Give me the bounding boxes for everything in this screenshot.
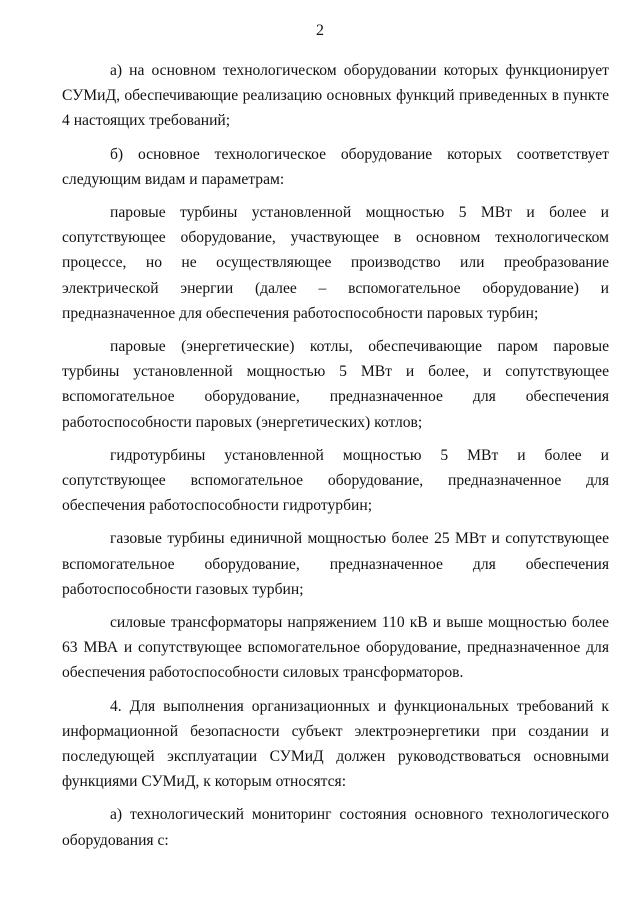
paragraph-a-functioning: а) на основном технологическом оборудовании которых функционирует СУМиД, обеспечивающие реализацию основных функций приведенных в пункте 4 настоящих требований;: [62, 62, 609, 130]
page-number: 2: [316, 22, 324, 39]
paragraph-b-equipment-types: б) основное технологическое оборудование которых соответствует следующим видам и параметрам:: [62, 145, 609, 188]
document-body: [62, 58, 609, 861]
paragraph-steam-turbines: паровые турбины установленной мощностью 5 МВт и более и сопутствующее оборудование, участвующее в основном технологическом процессе, но не осуществляющее производство или преобразование электрической энергии (далее – вспомогательное оборудование) и предназначенное для обеспечения работоспособности паровых турбин;: [62, 204, 609, 322]
paragraph-hydro-turbines: гидротурбины установленной мощностью 5 МВт и более и сопутствующее вспомогательное оборудование, предназначенное для обеспечения работоспособности гидротурбин;: [62, 446, 609, 515]
paragraph-power-transformers: силовые трансформаторы напряжением 110 кВ и выше мощностью более 63 МВА и сопутствующее вспомогательное оборудование, предназначенное для обеспечения работоспособности силовых трансформаторов.: [62, 614, 609, 682]
paragraph-gas-turbines: газовые турбины единичной мощностью более 25 МВт и сопутствующее вспомогательное оборудование, предназначенное для обеспечения работоспособности газовых турбин;: [62, 530, 609, 598]
paragraph-4-main-functions: 4. Для выполнения организационных и функциональных требований к информационной безопасности субъект электроэнергетики при создании и последующей эксплуатации СУМиД должен руководствоваться основными функциями СУМиД, к которым относятся:: [62, 697, 609, 791]
paragraph-a-monitoring: а) технологический мониторинг состояния основного технологического оборудования с:: [62, 806, 609, 849]
paragraph-steam-boilers: паровые (энергетические) котлы, обеспечивающие паром паровые турбины установленной мощностью 5 МВт и более, и сопутствующее вспомогательное оборудование, предназначенное для обеспечения работоспособности паровых (энергетических) котлов;: [62, 338, 609, 431]
